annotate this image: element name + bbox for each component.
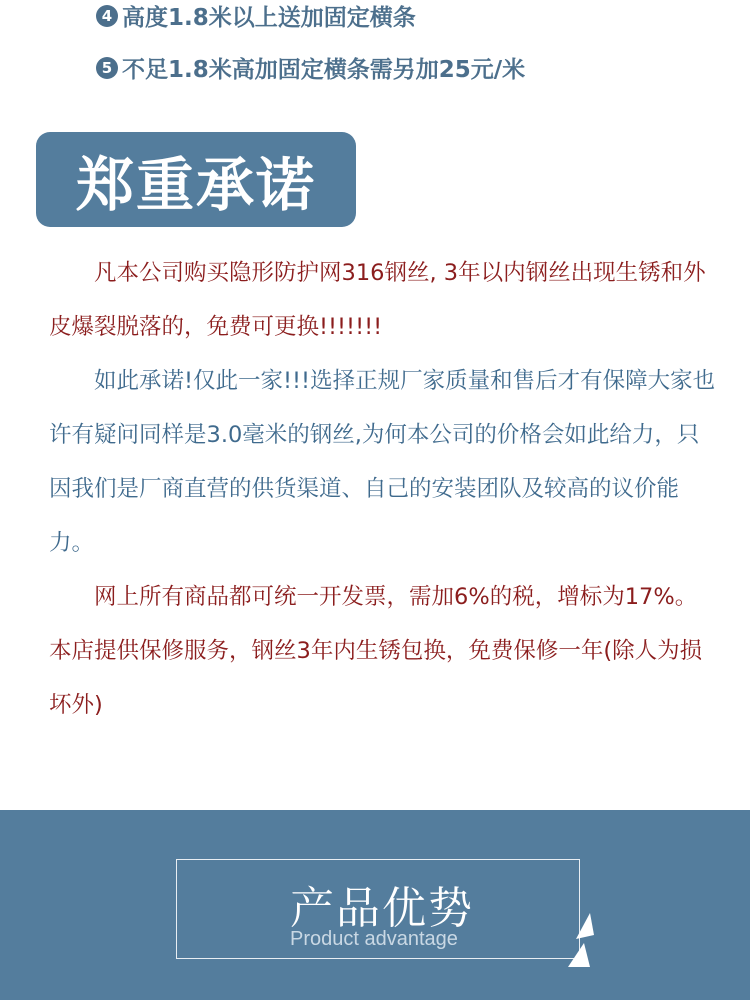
number-4-icon: 4 xyxy=(96,5,118,27)
install-note xyxy=(96,51,525,84)
promise-title: 郑重承诺 xyxy=(75,150,316,219)
install-note xyxy=(96,0,416,32)
number-5-icon: 5 xyxy=(96,57,118,79)
advantage-subtitle: Product advantage xyxy=(290,928,458,950)
promise-paragraph-1: 凡本公司购买隐形防护网316钢丝, 3年以内钢丝出现生锈和外皮爆裂脱落的，免费可更换!!!!!!! xyxy=(49,260,706,340)
promise-paragraph-2: 如此承诺!仅此一家!!!选择正规厂家质量和售后才有保障大家也许有疑问同样是3.0毫米的钢丝,为何本公司的价格会如此给力，只因我们是厂商直营的供货渠道、自己的安装团队及较高的议价能力。 xyxy=(49,368,716,556)
promise-heading xyxy=(36,132,356,227)
advantage-title: 产品优势 xyxy=(290,883,474,934)
install-note-text: 不足1.8米高加固定横条需另加25元/米 xyxy=(122,57,526,83)
install-note-text: 高度1.8米以上送加固定横条 xyxy=(122,5,416,31)
promise-paragraph-3: 网上所有商品都可统一开发票，需加6%的税，增标为17%。本店提供保修服务，钢丝3年内生锈包换，免费保修一年(除人为损坏外) xyxy=(49,584,703,718)
corner-triangle-icon xyxy=(554,913,594,971)
